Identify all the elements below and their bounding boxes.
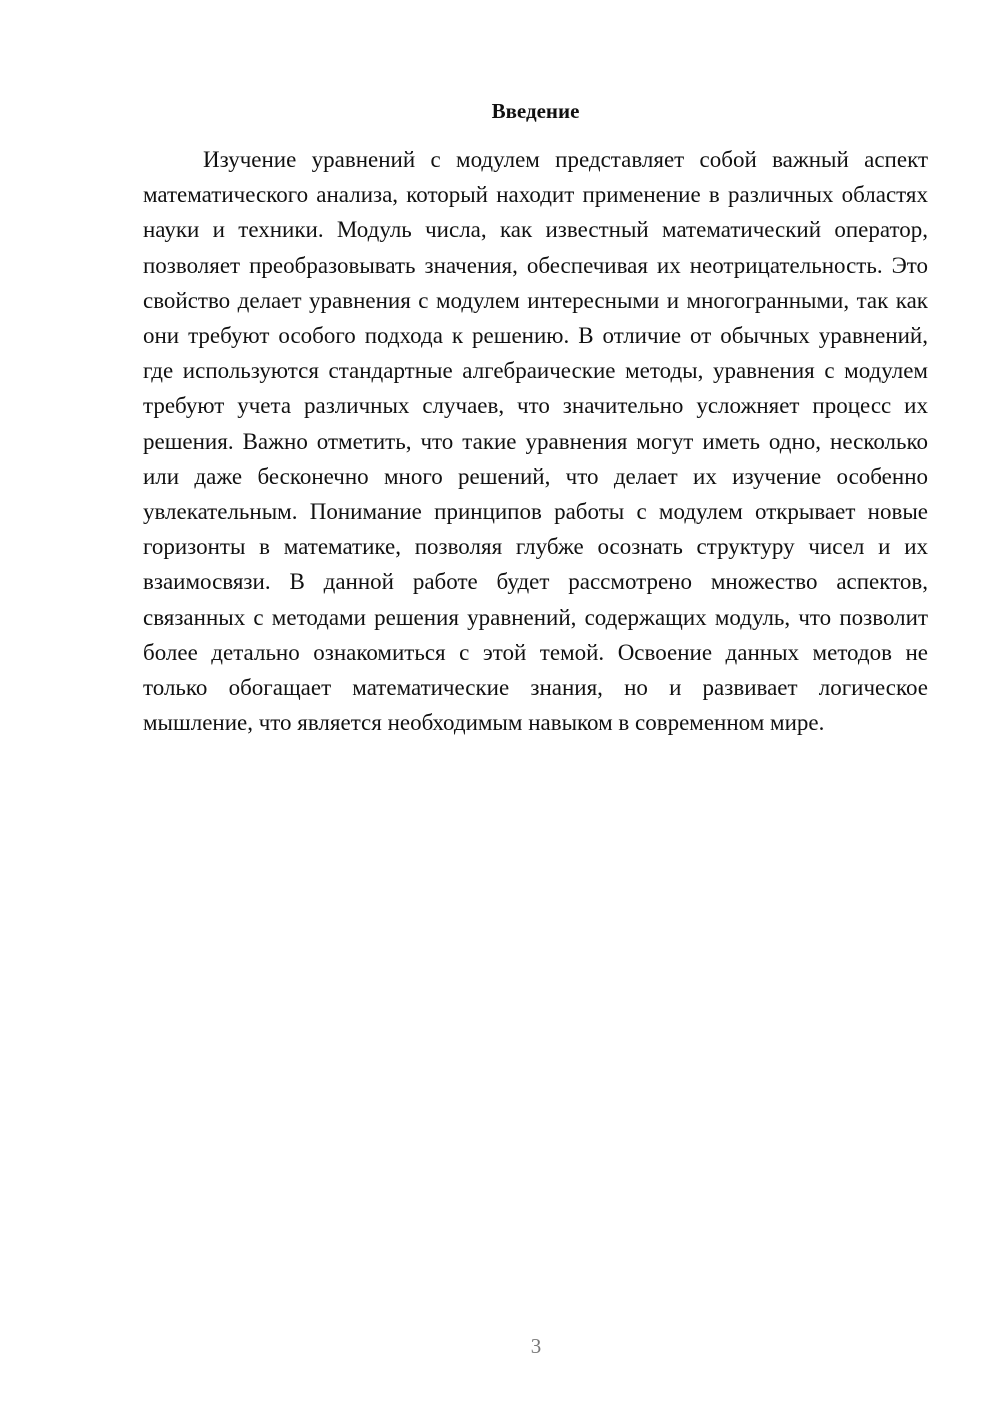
body-paragraph: Изучение уравнений с модулем представляет собой важный аспект математического анализа, который находит применение в различных областях науки и техники. Модуль числа, как известный математический оператор, позволяет преобразовывать значения, обеспечивая их неотрицательность. Это свойство делает уравнения с модулем интересными и многогранными, так как они требуют особого подхода к решению. В отличие от обычных уравнений, где используются стандартные алгебраические методы, уравнения с модулем требуют учета различных случаев, что значительно усложняет процесс их решения. Важно отметить, что такие уравнения могут иметь одно, несколько или даже бесконечно много решений, что делает их изучение особенно увлекательным. Понимание принципов работы с модулем открывает новые горизонты в математике, позволяя глубже осознать структуру чисел и их взаимосвязи. В данной работе будет рассмотрено множество аспектов, связанных с методами решения уравнений, содержащих модуль, что позволит более детально ознакомиться с этой темой. Освоение данных методов не только обогащает математические знания, но и развивает логическое мышление, что является необходимым навыком в современном мире.	[143, 147, 928, 736]
page-number: 3	[530, 1334, 542, 1358]
section-heading: Введение	[491, 99, 580, 123]
